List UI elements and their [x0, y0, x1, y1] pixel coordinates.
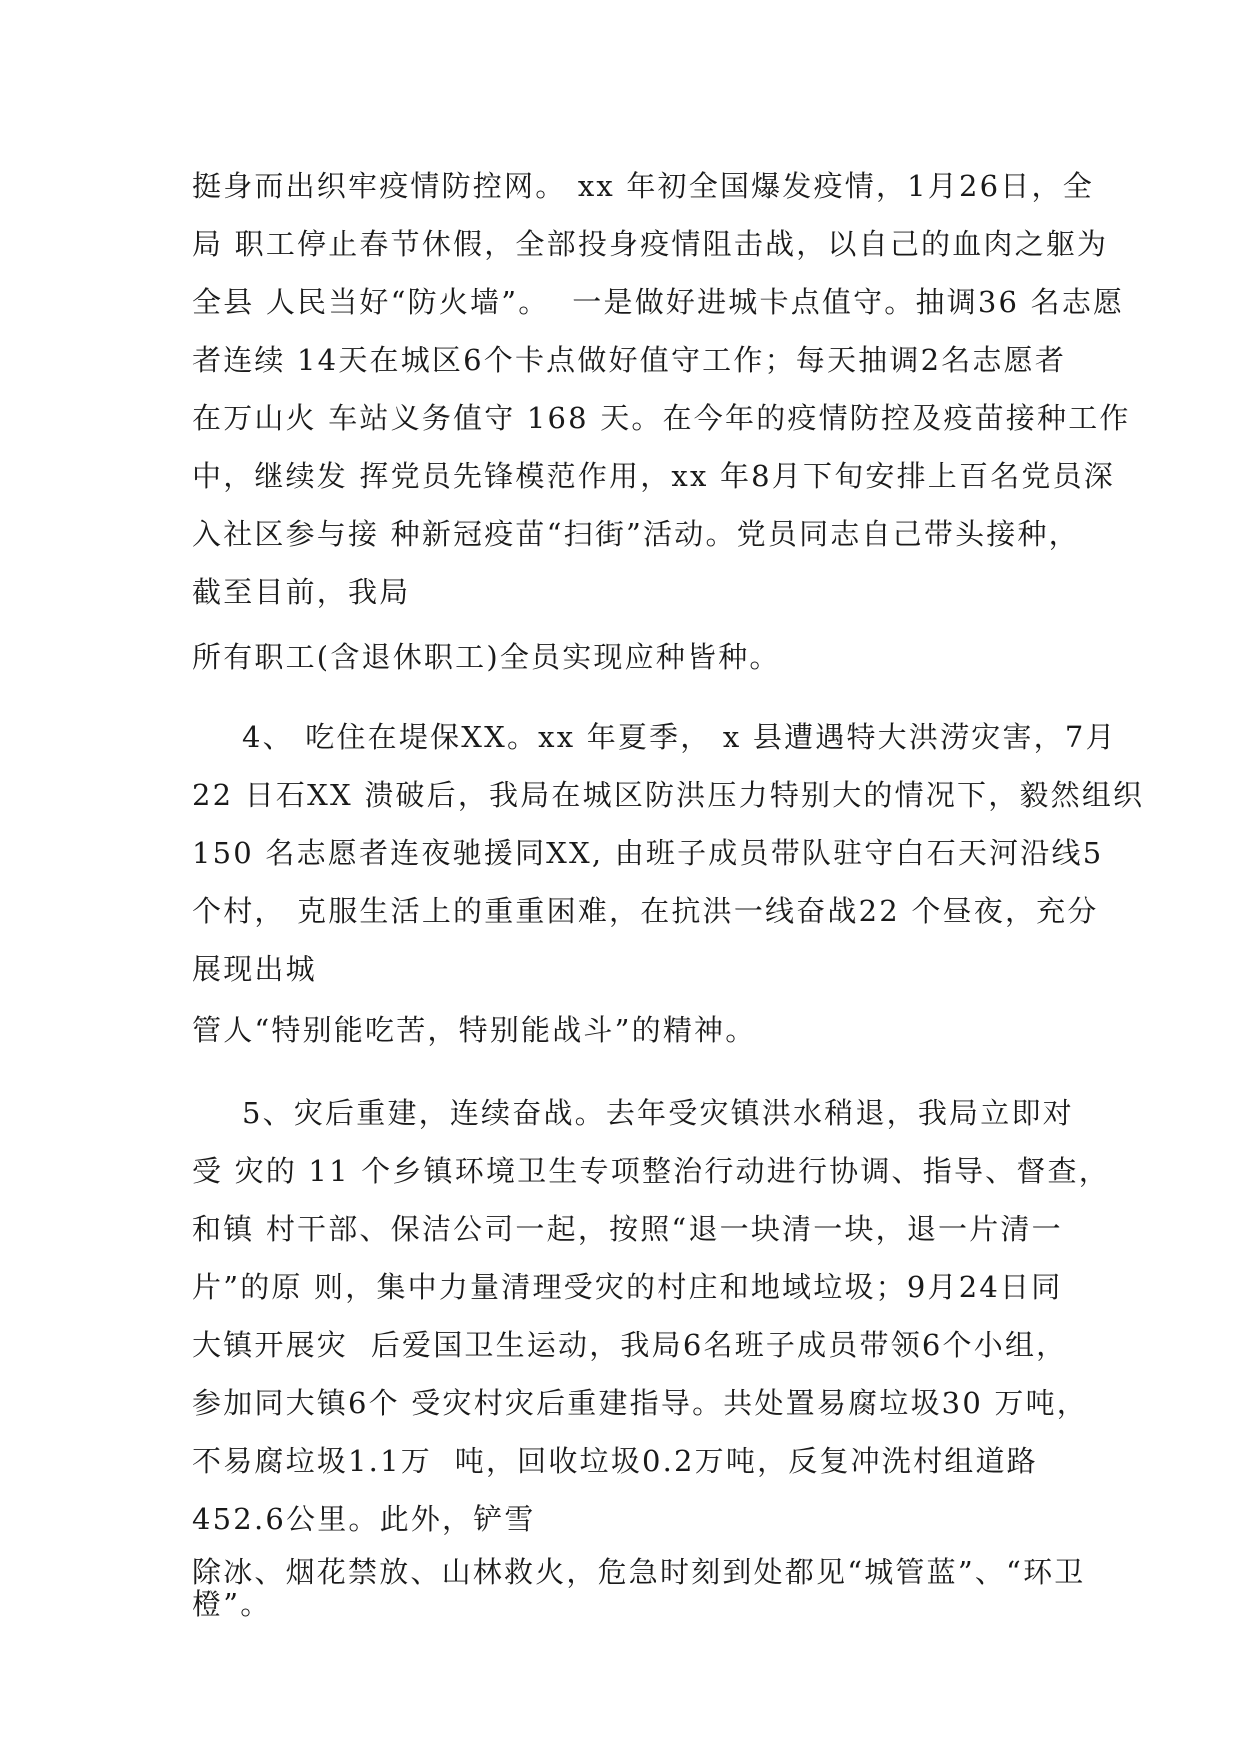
- text-line: 全县 人民当好“防火墙”。 一是做好进城卡点值守。抽调36 名志愿: [192, 285, 1125, 319]
- text-line: 大镇开展灾 后爱国卫生运动，我局6名班子成员带领6个小组，: [192, 1328, 1068, 1362]
- text-line: 所有职工(含退休职工)全员实现应种皆种。: [192, 640, 781, 674]
- text-line: 除冰、烟花禁放、山林救火，危急时刻到处都见“城管蓝”、“环卫: [192, 1555, 1086, 1589]
- paragraph-reconstruction-continued: [192, 1555, 1086, 1621]
- text-line: 4、 吃住在堤保XX。xx 年夏季， x 县遭遇特大洪涝灾害，7月: [242, 720, 1117, 754]
- text-line: 22 日石XX 溃破后，我局在城区防洪压力特别大的情况下，毅然组织: [192, 778, 1145, 812]
- text-line: 452.6公里。此外，铲雪: [192, 1502, 536, 1536]
- paragraph-reconstruction: [192, 1084, 1110, 1548]
- paragraph-epidemic-control: [192, 157, 1131, 621]
- text-line: 展现出城: [192, 952, 317, 986]
- text-line: 管人“特别能吃苦，特别能战斗”的精神。: [192, 1013, 757, 1047]
- text-line: 受 灾的 11 个乡镇环境卫生专项整治行动进行协调、指导、督查，: [192, 1154, 1110, 1188]
- text-line: 片”的原 则，集中力量清理受灾的村庄和地域垃圾；9月24日同: [192, 1270, 1063, 1304]
- text-line: 在万山火 车站义务值守 168 天。在今年的疫情防控及疫苗接种工作: [192, 401, 1131, 435]
- text-line: 局 职工停止春节休假，全部投身疫情阻击战，以自己的血肉之躯为: [192, 227, 1109, 261]
- text-line: 者连续 14天在城区6个卡点做好值守工作；每天抽调2名志愿者: [192, 343, 1067, 377]
- text-line: 个村， 克服生活上的重重困难，在抗洪一线奋战22 个昼夜，充分: [192, 894, 1099, 928]
- text-line: 挺身而出织牢疫情防控网。 xx 年初全国爆发疫情，1月26日，全: [192, 169, 1094, 203]
- text-line: 入社区参与接 种新冠疫苗“扫街”活动。党员同志自己带头接种，: [192, 517, 1080, 551]
- text-line: 中，继续发 挥党员先锋模范作用，xx 年8月下旬安排上百名党员深: [192, 459, 1115, 493]
- text-line: 不易腐垃圾1.1万 吨，回收垃圾0.2万吨，反复冲洗村组道路: [192, 1444, 1038, 1478]
- text-line: 5、灾后重建，连续奋战。去年受灾镇洪水稍退，我局立即对: [242, 1096, 1074, 1130]
- text-line: 150 名志愿者连夜驰援同XX, 由班子成员带队驻守白石天河沿线5: [192, 836, 1104, 870]
- text-line: 橙”。: [192, 1587, 272, 1621]
- text-line: 参加同大镇6个 受灾村灾后重建指导。共处置易腐垃圾30 万吨，: [192, 1386, 1088, 1420]
- paragraph-flood-relief: [192, 708, 1145, 998]
- text-line: 和镇 村干部、保洁公司一起，按照“退一块清一块，退一片清一: [192, 1212, 1063, 1246]
- text-line: 截至目前，我局: [192, 575, 411, 609]
- paragraph-flood-relief-continued: [192, 1001, 1072, 1059]
- paragraph-epidemic-control-continued: [192, 628, 1072, 686]
